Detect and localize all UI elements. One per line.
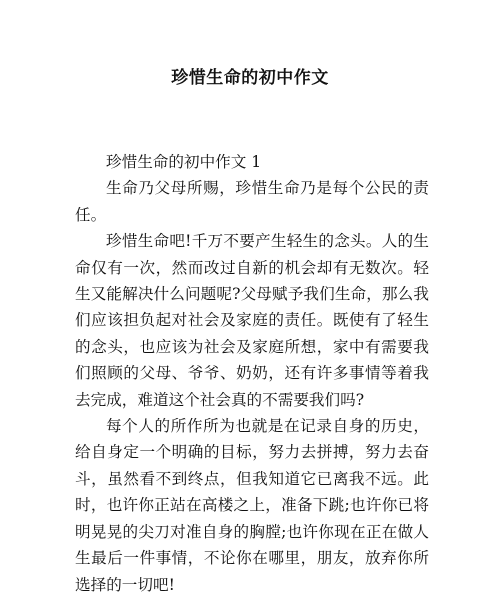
paragraph-2: 珍惜生命吧!千万不要产生轻生的念头。人的生命仅有一次，然而改过自新的机会却有无数次。轻生又能解决什么问题呢?父母赋予我们生命，那么我们应该担负起对社会及家庭的责任。既使有了轻生的念头，也应该为社会及家庭所想，家中有需要我们照顾的父母、爷爷、奶奶，还有许多事情等着我去完成，难道这个社会真的不需要我们吗? <box>75 232 429 409</box>
paragraph-1: 生命乃父母所赐，珍惜生命乃是每个公民的责任。 <box>75 179 429 224</box>
document-title: 珍惜生命的初中作文 <box>171 68 329 88</box>
paragraph-3: 每个人的所作所为也就是在记录自身的历史，给自身定一个明确的目标，努力去拼搏，努力去奋斗，虽然看不到终点，但我知道它已离我不远。此时，也许你正站在高楼之上，准备下跳;也许你已将明晃晃的尖刀对准自身的胸膛;也许你现在正在做人生最后一件事情，不论你在哪里，朋友，放弃你所选择的一切吧! <box>75 417 429 594</box>
essay-subtitle: 珍惜生命的初中作文 1 <box>106 153 262 171</box>
document-body <box>75 149 429 598</box>
